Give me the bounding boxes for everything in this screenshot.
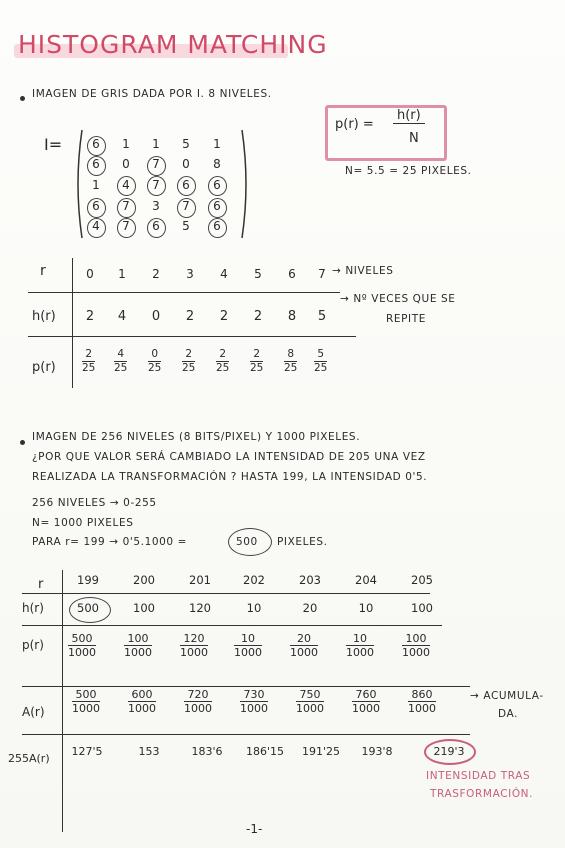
t1-r-label: r [40, 263, 46, 279]
t1-p-frac-denominator: 25 [182, 362, 196, 374]
t1-h-note: → Nº VECES QUE SE [340, 293, 456, 305]
matrix-cell: 6 [152, 219, 160, 233]
t1-p-frac [250, 348, 263, 375]
t2-a-note-2: DA. [498, 708, 519, 720]
t1-r-cell: 1 [118, 267, 126, 281]
t2-p-frac-numerator: 120 [180, 632, 208, 646]
t2-divider [62, 570, 63, 832]
matrix-cell: 3 [152, 199, 160, 213]
t2-p-frac [290, 632, 318, 659]
t2-a-frac-denominator: 1000 [352, 702, 380, 715]
t2-a-note: → ACUMULA- [470, 690, 544, 702]
t1-p-frac-numerator: 2 [250, 348, 263, 362]
t1-p-frac [82, 348, 95, 375]
t2-r-cell: 205 [411, 573, 433, 587]
t1-h-cell: 0 [151, 309, 161, 324]
matrix-cell: 1 [152, 137, 160, 151]
t1-rule [28, 292, 340, 293]
t2-a-frac-denominator: 1000 [184, 702, 212, 715]
t1-p-frac [114, 348, 127, 375]
t2-p-frac [68, 632, 96, 659]
t1-p-label: p(r) [32, 360, 56, 375]
circle-mark [117, 198, 136, 218]
matrix-cell: 5 [182, 219, 190, 233]
matrix-cell: 7 [182, 199, 190, 213]
t2-a-frac [240, 688, 268, 715]
t2-p-frac-denominator: 1000 [124, 646, 152, 659]
t2-a-frac-numerator: 860 [408, 688, 436, 702]
t2-s-label: 255A(r) [8, 752, 50, 765]
circle-mark [117, 218, 136, 238]
t2-p-frac-denominator: 1000 [346, 646, 374, 659]
t1-p-frac [182, 348, 195, 375]
matrix-cell: 5 [182, 137, 190, 151]
t1-h-note-text: Nº VECES QUE SE [353, 293, 456, 305]
t2-a-frac-denominator: 1000 [240, 702, 268, 715]
circle-mark [208, 176, 227, 196]
matrix-cell: 6 [92, 157, 100, 171]
t2-h-cell: 10 [246, 601, 262, 615]
t2-a-frac-numerator: 760 [352, 688, 380, 702]
circle-mark [87, 198, 106, 218]
circle-mark [177, 176, 196, 196]
t1-p-frac-denominator: 25 [216, 362, 230, 374]
t2-a-frac-denominator: 1000 [72, 702, 100, 715]
t2-s-cell: 127'5 [71, 745, 103, 758]
t2-a-frac [296, 688, 324, 715]
t2-h-label: h(r) [22, 601, 44, 615]
matrix-cell: 1 [92, 178, 100, 192]
t1-r-note: → NIVELES [332, 265, 394, 277]
t2-a-frac-denominator: 1000 [408, 702, 436, 715]
t1-h-cell: 2 [219, 309, 229, 324]
t1-p-frac-numerator: 2 [82, 348, 95, 362]
t1-r-cell: 7 [318, 267, 326, 281]
t2-a-frac [408, 688, 436, 715]
t2-r-cell: 204 [355, 573, 377, 587]
s2-line5: N= 1000 PIXELES [32, 517, 134, 529]
t2-p-frac-denominator: 1000 [234, 646, 262, 659]
t2-s-cell: 193'8 [361, 745, 393, 758]
circle-mark [87, 218, 106, 238]
t2-a-frac-denominator: 1000 [296, 702, 324, 715]
section1-text: IMAGEN DE GRIS DADA POR I. 8 NIVELES. [32, 88, 272, 100]
t2-r-cell: 202 [243, 573, 265, 587]
t1-h-label: h(r) [32, 309, 56, 324]
t2-h-cell: 100 [411, 601, 433, 615]
t1-p-frac [314, 348, 327, 375]
t1-p-frac-numerator: 4 [114, 348, 127, 362]
t1-h-note-2: REPITE [386, 313, 427, 325]
matrix-label: I= [44, 135, 63, 154]
t1-p-frac-numerator: 2 [216, 348, 229, 362]
page-number: -1- [246, 822, 263, 836]
t2-a-frac-numerator: 720 [184, 688, 212, 702]
matrix-cell: 4 [92, 219, 100, 233]
t1-h-cell: 2 [85, 309, 95, 324]
t2-h-cell: 20 [302, 601, 318, 615]
t2-result-note-2: TRASFORMACIÓN. [430, 788, 534, 800]
t2-p-frac-denominator: 1000 [290, 646, 318, 659]
t1-p-frac [216, 348, 229, 375]
bullet [20, 96, 25, 101]
t1-r-cell: 6 [288, 267, 296, 281]
s2-line4: 256 NIVELES → 0-255 [32, 497, 157, 509]
t2-p-frac [402, 632, 430, 659]
page-title: HISTOGRAM MATCHING [18, 30, 328, 59]
t2-p-frac-denominator: 1000 [402, 646, 430, 659]
t2-h-cell: 120 [189, 601, 211, 615]
t1-r-cell: 4 [220, 267, 228, 281]
t1-p-frac [148, 348, 161, 375]
t2-p-frac [234, 632, 262, 659]
formula-denominator: N [409, 131, 419, 146]
t2-a-frac [184, 688, 212, 715]
t1-r-cell: 3 [186, 267, 194, 281]
t2-a-frac-numerator: 750 [296, 688, 324, 702]
t1-h-cell: 5 [317, 309, 327, 324]
t2-r-cell: 199 [77, 573, 99, 587]
t2-a-frac-numerator: 730 [240, 688, 268, 702]
t2-a-frac-numerator: 600 [128, 688, 156, 702]
t2-a-note-text: ACUMULA- [483, 690, 544, 702]
t2-a-frac [72, 688, 100, 715]
formula-box [325, 105, 447, 161]
t1-r-cell: 2 [152, 267, 160, 281]
circle-mark [69, 597, 111, 623]
matrix-cell: 7 [122, 219, 130, 233]
t2-p-frac-numerator: 10 [346, 632, 374, 646]
circle-mark [208, 198, 227, 218]
t1-r-cell: 5 [254, 267, 262, 281]
t1-p-frac-numerator: 5 [314, 348, 327, 362]
s2-line2: ¿POR QUE VALOR SERÁ CAMBIADO LA INTENSIDAD DE 205 UNA VEZ [32, 451, 426, 463]
t2-h-cell: 10 [358, 601, 374, 615]
circle-mark [87, 136, 106, 156]
t2-rule [22, 593, 430, 594]
s2-line1: IMAGEN DE 256 NIVELES (8 BITS/PIXEL) Y 1000 PIXELES. [32, 431, 361, 443]
circle-mark [228, 528, 272, 556]
t2-p-frac-numerator: 100 [402, 632, 430, 646]
circle-mark [177, 198, 196, 218]
circle-mark [208, 218, 227, 238]
formula-numerator: h(r) [393, 108, 425, 124]
t1-p-frac-denominator: 25 [148, 362, 162, 374]
t2-r-cell: 203 [299, 573, 321, 587]
matrix-cell: 4 [122, 178, 130, 192]
matrix-cell: 8 [213, 157, 221, 171]
t2-p-frac-numerator: 10 [234, 632, 262, 646]
t1-p-frac-denominator: 25 [250, 362, 264, 374]
circle-mark [147, 176, 166, 196]
t2-p-frac-numerator: 100 [124, 632, 152, 646]
circle-mark [424, 739, 476, 765]
t1-r-cell: 0 [86, 267, 94, 281]
t2-p-frac-numerator: 20 [290, 632, 318, 646]
t2-s-cell: 219'3 [433, 745, 465, 758]
t1-h-cell: 2 [253, 309, 263, 324]
t2-p-frac-denominator: 1000 [68, 646, 96, 659]
bullet [20, 440, 25, 445]
t2-p-frac [124, 632, 152, 659]
matrix-cell: 1 [122, 137, 130, 151]
t1-p-frac-numerator: 8 [284, 348, 297, 362]
t2-a-frac-numerator: 500 [72, 688, 100, 702]
t1-h-cell: 4 [117, 309, 127, 324]
s2-line6c: PIXELES. [277, 536, 328, 548]
t2-h-cell: 500 [77, 601, 99, 615]
t2-p-frac [180, 632, 208, 659]
t2-a-frac [352, 688, 380, 715]
t1-p-frac-numerator: 2 [182, 348, 195, 362]
t2-p-frac [346, 632, 374, 659]
s2-line3: REALIZADA LA TRANSFORMACIÓN ? HASTA 199, LA INTENSIDAD 0'5. [32, 471, 428, 483]
t1-p-frac-numerator: 0 [148, 348, 161, 362]
matrix-cell: 6 [182, 178, 190, 192]
t1-p-frac-denominator: 25 [82, 362, 96, 374]
circle-mark [117, 176, 136, 196]
matrix-cell: 6 [213, 178, 221, 192]
matrix-cell: 6 [213, 219, 221, 233]
matrix-cell: 0 [182, 157, 190, 171]
matrix-cell: 0 [122, 157, 130, 171]
t2-r-cell: 200 [133, 573, 155, 587]
t1-p-frac-denominator: 25 [114, 362, 128, 374]
matrix-cell: 6 [213, 199, 221, 213]
t1-p-frac [284, 348, 297, 375]
formula-lhs: p(r) = [335, 117, 374, 132]
t2-s-cell: 153 [138, 745, 160, 758]
t1-divider [72, 258, 73, 388]
t2-h-cell: 100 [133, 601, 155, 615]
matrix-cell: 7 [122, 199, 130, 213]
t1-h-cell: 2 [185, 309, 195, 324]
t2-rule [22, 625, 442, 626]
pixel-count: N= 5.5 = 25 PIXELES. [345, 165, 472, 177]
circle-mark [87, 156, 106, 176]
t2-result-note-1: INTENSIDAD TRAS [426, 770, 531, 782]
matrix-cell: 6 [92, 199, 100, 213]
t1-h-cell: 8 [287, 309, 297, 324]
t2-s-cell: 186'15 [245, 745, 285, 758]
circle-mark [147, 218, 166, 238]
t2-r-label: r [38, 577, 44, 592]
circle-mark [147, 156, 166, 176]
t2-r-cell: 201 [189, 573, 211, 587]
matrix-cell: 1 [213, 137, 221, 151]
t2-s-cell: 191'25 [301, 745, 341, 758]
s2-line6a: PARA r= 199 → 0'5.1000 = [32, 536, 188, 548]
matrix-cell: 7 [152, 157, 160, 171]
t1-r-note-text: NIVELES [345, 265, 394, 277]
matrix-cell: 7 [152, 178, 160, 192]
t1-p-frac-denominator: 25 [314, 362, 328, 374]
t2-p-frac-denominator: 1000 [180, 646, 208, 659]
t2-p-frac-numerator: 500 [68, 632, 96, 646]
t2-s-cell: 183'6 [191, 745, 223, 758]
t2-rule [22, 734, 470, 735]
t1-p-frac-denominator: 25 [284, 362, 298, 374]
t2-a-frac-denominator: 1000 [128, 702, 156, 715]
t2-a-frac [128, 688, 156, 715]
s2-line6b: 500 [236, 536, 258, 548]
t1-rule [28, 336, 356, 337]
t2-a-label: A(r) [22, 705, 45, 719]
t2-p-label: p(r) [22, 638, 44, 652]
matrix-cell: 6 [92, 137, 100, 151]
